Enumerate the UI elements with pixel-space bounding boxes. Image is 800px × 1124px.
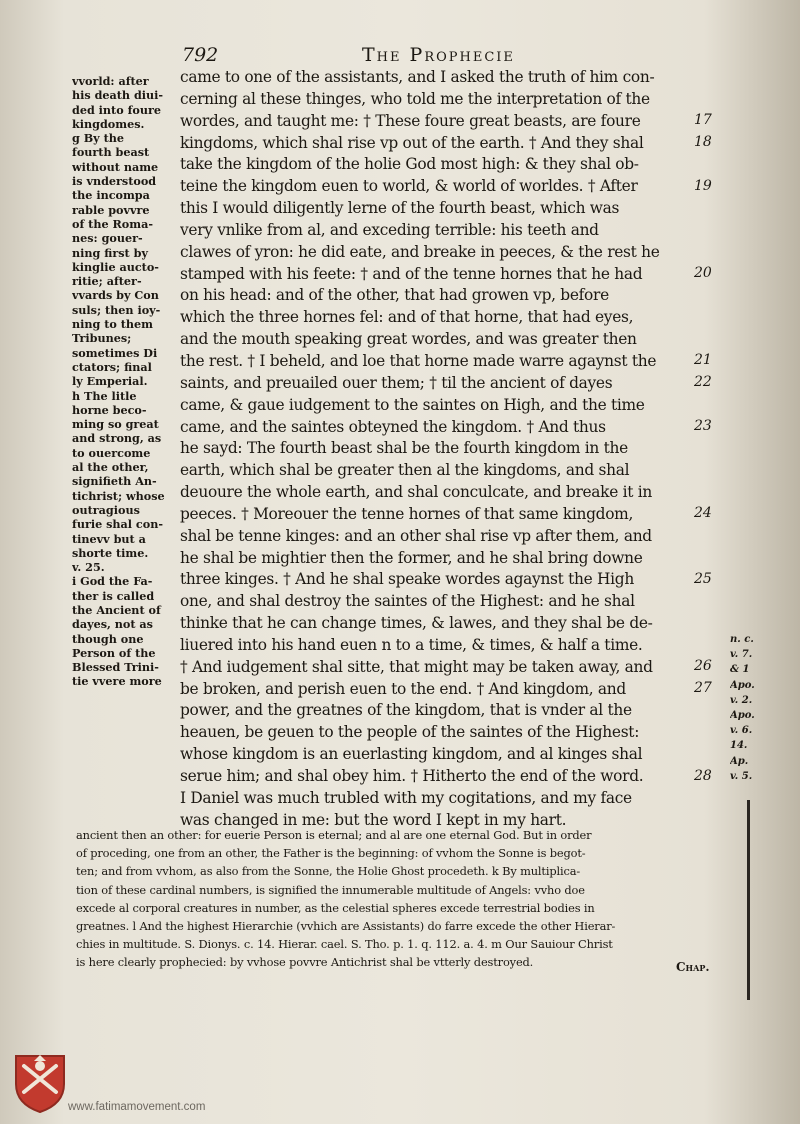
page-number: 792: [182, 44, 219, 66]
catchword: Chap.: [676, 960, 710, 974]
margin-note-line: Person of the: [72, 645, 156, 660]
text-line: kingdoms, which shal rise vp out of the earth. † And they shal: [180, 133, 644, 152]
margin-note-line: v. 25.: [72, 560, 105, 575]
verse-number: 25: [694, 570, 712, 587]
margin-note-line: is vnderstood: [72, 174, 157, 189]
margin-note-line: outragious: [72, 502, 140, 517]
text-line: was changed in me: but the word I kept in my hart.: [180, 810, 567, 829]
running-head: The Prophecie: [362, 44, 515, 66]
text-line: shal be tenne kinges: and an other shal rise vp after them, and: [180, 526, 652, 545]
text-line: one, and shal destroy the saintes of the Highest: and he shal: [180, 592, 635, 611]
text-line: which the three hornes fel: and of that horne, that had eyes,: [180, 308, 634, 327]
website-url: www.fatimamovement.com: [68, 1101, 206, 1113]
margin-note-line: ded into foure: [72, 102, 161, 117]
text-line: earth, which shal be greater then al the kingdoms, and shal: [180, 461, 630, 480]
verse-number: 18: [694, 133, 712, 150]
left-margin-notes: [72, 74, 178, 689]
text-line: came to one of the assistants, and I asked the truth of him con-: [180, 68, 655, 86]
footnote-line: tion of these cardinal numbers, is signified the innumerable multitude of Angels: vvho doe: [76, 882, 585, 897]
margin-note-line: vvards by Con: [72, 288, 159, 303]
reference-note: v. 6.: [730, 725, 753, 737]
margin-note-line: tie vvere more: [72, 674, 162, 689]
text-line: he shal be mightier then the former, and he shal bring downe: [180, 548, 643, 567]
text-line: cerning al these thinges, who told me the interpretation of the: [180, 89, 650, 108]
text-line: wordes, and taught me: † These foure great beasts, are foure: [180, 111, 641, 130]
reference-note: v. 2.: [730, 694, 753, 706]
margin-note-line: without name: [72, 159, 159, 174]
margin-note-line: ctators; final: [72, 359, 152, 374]
margin-note-line: h The litle: [72, 388, 137, 403]
margin-note-line: to ouercome: [72, 445, 151, 460]
margin-note-line: Tribunes;: [72, 331, 132, 346]
text-line: this I would diligently lerne of the fourth beast, which was: [180, 199, 620, 218]
verse-number: 27: [694, 680, 712, 697]
margin-note-line: ly Emperial.: [72, 374, 148, 389]
margin-note-line: signifieth An-: [72, 474, 157, 489]
text-line: power, and the greatnes of the kingdom, that is vnder al the: [180, 701, 632, 720]
margin-note-line: ning first by: [72, 245, 148, 260]
margin-note-line: rable povvre: [72, 202, 150, 217]
footnote-line: excede al corporal creatures in number, as the celestial spheres excede terrestrial bodies in: [76, 900, 595, 915]
margin-note-line: horne beco-: [72, 402, 147, 417]
margin-note-line: g By the: [72, 131, 124, 146]
text-line: liuered into his hand euen n to a time, & times, & half a time.: [180, 635, 643, 654]
text-line: deuoure the whole earth, and shal conculcate, and breake it in: [180, 483, 652, 502]
verse-number: 23: [694, 417, 712, 434]
right-margin-references: [730, 632, 770, 784]
footnote-line: ancient then an other: for euerie Person is eternal; and al are one eternal God. But in order: [76, 828, 592, 842]
margin-note-line: Blessed Trini-: [72, 660, 159, 675]
footnote-line: of proceding, one from an other, the Father is the beginning: of vvhom the Sonne is begot-: [76, 846, 586, 861]
margin-note-line: i God the Fa-: [72, 574, 153, 589]
text-line: thinke that he can change times, & lawes, and they shal be de-: [180, 614, 653, 633]
verse-number: 22: [694, 374, 712, 391]
margin-note-line: al the other,: [72, 460, 149, 475]
footnote-line: ten; and from vvhom, as also from the Sonne, the Holie Ghost procedeth. k By multiplica-: [76, 864, 581, 879]
margin-rule: [747, 800, 750, 1000]
margin-note-line: ritie; after-: [72, 274, 142, 289]
margin-note-line: shorte time.: [72, 545, 149, 560]
margin-note-line: of the Roma-: [72, 216, 153, 231]
verse-number: 20: [694, 264, 712, 281]
margin-note-line: kingdomes.: [72, 116, 145, 131]
margin-note-line: tichrist; whose: [72, 488, 165, 503]
margin-note-line: though one: [72, 631, 144, 646]
margin-note-line: sometimes Di: [72, 345, 158, 360]
text-line: teine the kingdom euen to world, & world of worldes. † After: [180, 177, 638, 196]
reference-note: v. 7.: [730, 649, 753, 661]
reference-note: n. c.: [730, 634, 754, 645]
text-line: heauen, be geuen to the people of the saintes of the Highest:: [180, 723, 640, 742]
reference-note: Apo.: [730, 710, 755, 722]
text-line: the rest. † I beheld, and loe that horne made warre agaynst the: [180, 351, 657, 370]
margin-note-line: the incompa: [72, 188, 150, 203]
margin-note-line: tinevv but a: [72, 531, 146, 546]
papal-keys-shield-icon: [12, 1052, 68, 1114]
text-line: be broken, and perish euen to the end. † And kingdom, and: [180, 679, 626, 698]
text-line: and the mouth speaking great wordes, and was greater then: [180, 330, 637, 349]
text-line: clawes of yron: he did eate, and breake in peeces, & the rest he: [180, 242, 660, 261]
verse-number: 19: [694, 177, 712, 194]
margin-note-line: dayes, not as: [72, 617, 153, 632]
margin-note-line: and strong, as: [72, 431, 162, 446]
verse-number: 24: [694, 505, 712, 522]
reference-note: 14.: [730, 740, 748, 752]
margin-note-line: his death diui-: [72, 88, 164, 103]
text-line: he sayd: The fourth beast shal be the fourth kingdom in the: [180, 439, 628, 458]
verse-number: 21: [694, 352, 712, 369]
text-line: take the kingdom of the holie God most high: & they shal ob-: [180, 155, 639, 174]
text-line: three kinges. † And he shal speake wordes agaynst the High: [180, 570, 634, 589]
margin-note-line: ther is called: [72, 588, 155, 603]
margin-note-line: nes: gouer-: [72, 231, 143, 246]
margin-note-line: kinglie aucto-: [72, 259, 159, 274]
text-line: came, and the saintes obteyned the kingdom. † And thus: [180, 417, 606, 436]
margin-note-line: the Ancient of: [72, 602, 161, 617]
verse-number: 26: [694, 658, 712, 675]
verse-number: 17: [694, 112, 712, 128]
reference-note: v. 5.: [730, 770, 753, 782]
footnote-line: is here clearly prophecied: by vvhose povvre Antichrist shal be vtterly destroyed.: [76, 955, 534, 970]
reference-note: & 1: [730, 664, 750, 676]
footnote-line: greatnes. l And the highest Hierarchie (vvhich are Assistants) do farre excede the other Hierar-: [76, 919, 616, 934]
main-text-column: [180, 67, 690, 832]
reference-note: Apo.: [730, 679, 755, 691]
text-line: whose kingdom is an euerlasting kingdom, and al kinges shal: [180, 745, 643, 764]
text-line: very vnlike from al, and exceding terrible: his teeth and: [180, 220, 599, 239]
text-line: on his head: and of the other, that had growen vp, before: [180, 286, 609, 305]
verse-number: 28: [694, 767, 712, 784]
text-line: came, & gaue iudgement to the saintes on High, and the time: [180, 395, 645, 414]
margin-note-line: vvorld: after: [72, 74, 149, 88]
margin-note-line: fourth beast: [72, 145, 150, 160]
text-line: saints, and preuailed ouer them; † til the ancient of dayes: [180, 373, 613, 392]
footnote-line: chies in multitude. S. Dionys. c. 14. Hierar. cael. S. Tho. p. 1. q. 112. a. 4. m Our Sauiour Christ: [76, 937, 613, 952]
margin-note-line: furie shal con-: [72, 517, 163, 532]
reference-note: Ap.: [730, 755, 749, 767]
text-line: serue him; and shal obey him. † Hitherto the end of the word.: [180, 767, 644, 785]
text-line: I Daniel was much trubled with my cogitations, and my face: [180, 788, 632, 807]
footnotes-block: [76, 826, 736, 972]
text-line: † And iudgement shal sitte, that might may be taken away, and: [180, 657, 653, 676]
margin-note-line: suls; then ioy-: [72, 302, 161, 317]
margin-note-line: ming so great: [72, 417, 159, 432]
text-line: peeces. † Moreouer the tenne hornes of that same kingdom,: [180, 504, 634, 523]
margin-note-line: ning to them: [72, 317, 154, 332]
text-line: stamped with his feete: † and of the tenne hornes that he had: [180, 264, 643, 283]
